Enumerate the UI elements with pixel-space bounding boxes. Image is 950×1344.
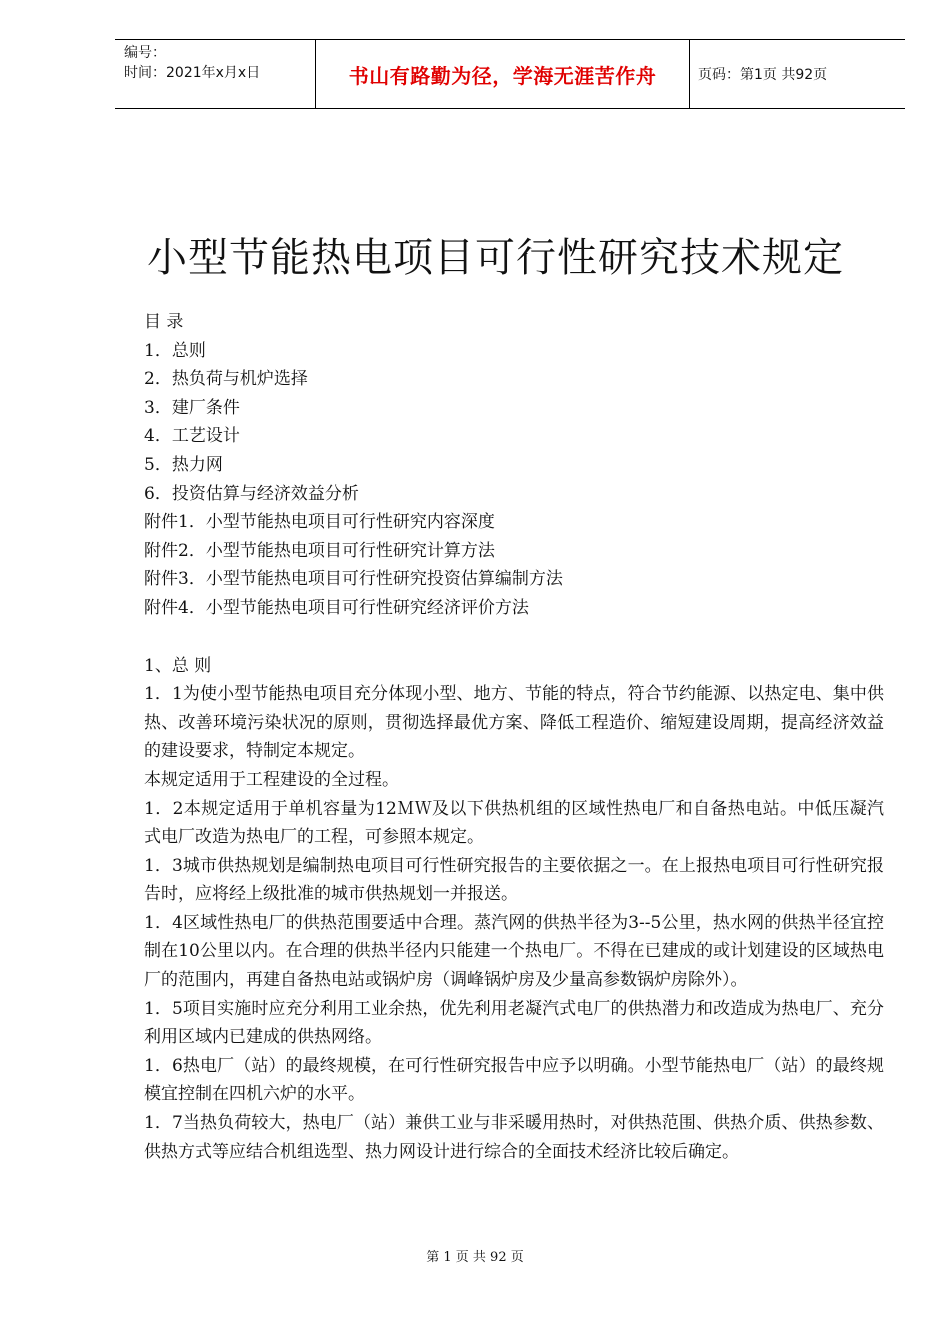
section-heading: 1、总 则: [144, 655, 212, 676]
paragraph: 本规定适用于工程建设的全过程。: [144, 769, 399, 790]
page-number-label: 页码：第1页 共92页: [698, 67, 828, 83]
doc-code-label: 编号：: [124, 45, 166, 61]
toc-item: 附件1．小型节能热电项目可行性研究内容深度: [144, 512, 495, 533]
paragraph: 1．2本规定适用于单机容量为12ＭＷ及以下供热机组的区域性热电厂和自备热电站。中低压凝汽式电厂改造为热电厂的工程，可参照本规定。: [144, 798, 884, 848]
paragraph: 1．4区域性热电厂的供热范围要适中合理。蒸汽网的供热半径为3--5公里，热水网的供热半径宜控制在10公里以内。在合理的供热半径内只能建一个热电厂。不得在已建成的或计划建设的区域热电厂的范围内，再建自备热电站或锅炉房（调峰锅炉房及少量高参数锅炉房除外）。: [144, 912, 884, 991]
page-footer: 第 1 页 共 92 页: [426, 1250, 524, 1265]
header-table: [115, 39, 905, 109]
paragraph: 1．7当热负荷较大，热电厂（站）兼供工业与非采暖用热时，对供热范围、供热介质、供热参数、供热方式等应结合机组选型、热力网设计进行综合的全面技术经济比较后确定。: [144, 1113, 884, 1162]
document-title: 小型节能热电项目可行性研究技术规定: [147, 235, 844, 281]
paragraph: 1．5项目实施时应充分利用工业余热，优先利用老凝汽式电厂的供热潜力和改造成为热电厂、充分利用区域内已建成的供热网络。: [144, 998, 884, 1048]
toc-item: 6．投资估算与经济效益分析: [144, 483, 359, 504]
paragraph: 1．6热电厂（站）的最终规模，在可行性研究报告中应予以明确。小型节能热电厂（站）的最终规模宜控制在四机六炉的水平。: [144, 1055, 884, 1105]
toc-item: 5．热力网: [144, 454, 223, 475]
toc-item: 附件3．小型节能热电项目可行性研究投资估算编制方法: [144, 569, 563, 590]
document-body: [144, 308, 884, 1166]
paragraph: 1．1为使小型节能热电项目充分体现小型、地方、节能的特点，符合节约能源、以热定电、集中供热、改善环境污染状况的原则，贯彻选择最优方案、降低工程造价、缩短建设周期，提高经济效益的建设要求，特制定本规定。: [144, 684, 884, 762]
toc-item: 附件2．小型节能热电项目可行性研究计算方法: [144, 540, 495, 561]
toc-item: 1．总则: [144, 340, 206, 361]
header-page-cell: [690, 40, 905, 108]
motto-text: 书山有路勤为径，学海无涯苦作舟: [348, 63, 657, 88]
paragraph: 1．3城市供热规划是编制热电项目可行性研究报告的主要依据之一。在上报热电项目可行性研究报告时，应将经上级批准的城市供热规划一并报送。: [144, 855, 884, 905]
toc-item: 4．工艺设计: [144, 426, 240, 447]
doc-time-label: 时间：2021年x月x日: [124, 65, 261, 81]
toc-item: 3．建厂条件: [144, 397, 240, 418]
header-info-cell: [115, 40, 316, 108]
toc-heading: 目 录: [144, 312, 184, 332]
toc-item: 2．热负荷与机炉选择: [144, 369, 308, 390]
spacer: [144, 623, 884, 652]
header-motto-cell: [316, 40, 690, 108]
toc-item: 附件4．小型节能热电项目可行性研究经济评价方法: [144, 597, 529, 618]
